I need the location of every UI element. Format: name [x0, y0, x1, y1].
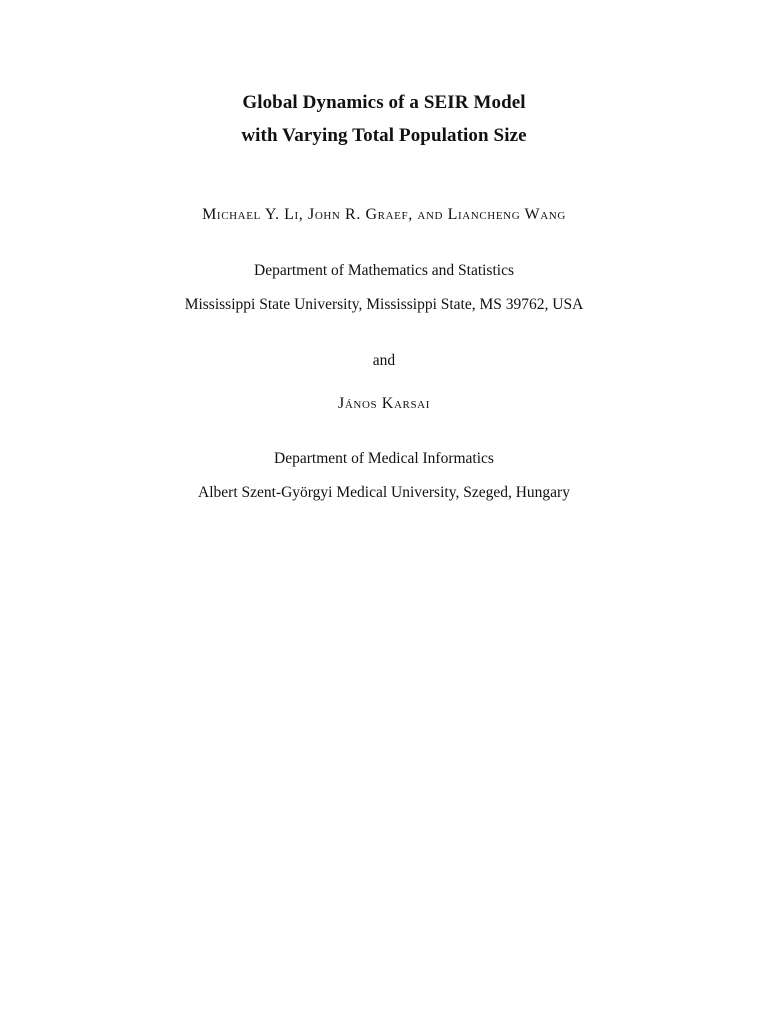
author-list: Michael Y. Li, John R. Graef, and Liancheng Wang [202, 206, 566, 223]
second-affiliation-institution: Albert Szent-Györgyi Medical University, Szeged, Hungary [198, 484, 570, 501]
affiliation-institution: Mississippi State University, Mississippi State, MS 39762, USA [184, 296, 584, 313]
paper-title-line-1: Global Dynamics of a SEIR Model [242, 92, 526, 113]
paper-title-line-2: with Varying Total Population Size [241, 125, 527, 146]
affiliation-department: Department of Mathematics and Statistics [254, 262, 514, 279]
second-author: János Karsai [338, 395, 430, 412]
second-affiliation-department: Department of Medical Informatics [274, 450, 494, 467]
author-conjunction: and [372, 352, 396, 369]
